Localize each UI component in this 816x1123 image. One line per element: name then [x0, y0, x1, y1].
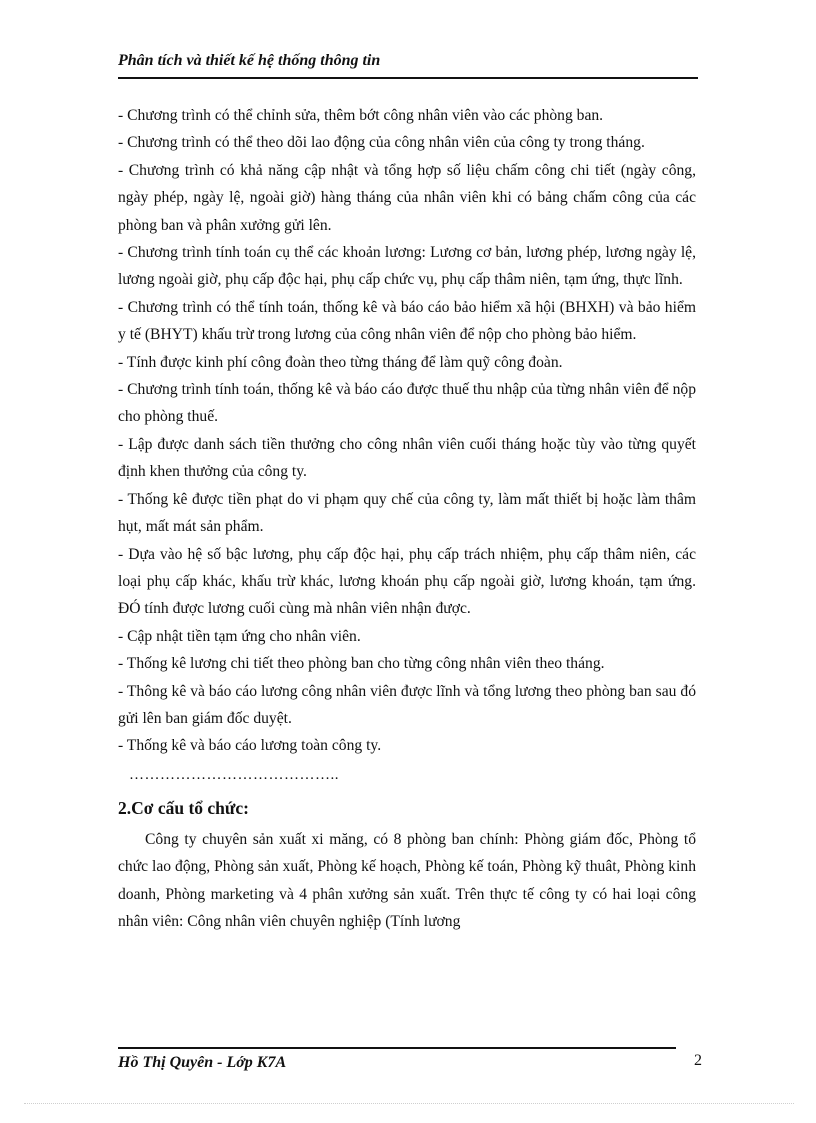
header-rule	[118, 77, 698, 79]
feature-item: - Tính được kinh phí công đoàn theo từng tháng để làm quỹ công đoàn.	[118, 353, 563, 371]
feature-item: - Chương trình có khả năng cập nhật và tổng hợp số liệu chấm công chi tiết (ngày công, ngày phép, ngày lệ, ngoài giờ) hàng tháng của nhân viên khi có bảng chấm công của các phòng ban và phân xưởng gửi lên.	[118, 161, 696, 234]
ellipsis-line: …………………………………..	[129, 766, 339, 783]
feature-item: - Chương trình có thể theo dõi lao động của công nhân viên của công ty trong tháng.	[118, 134, 645, 152]
feature-item: - Cập nhật tiền tạm ứng cho nhân viên.	[118, 627, 361, 645]
page-edge-divider	[24, 1103, 794, 1104]
page-content	[118, 102, 696, 935]
page-number: 2	[694, 1052, 702, 1069]
feature-item: - Chương trình tính toán, thống kê và báo cáo được thuế thu nhập của từng nhân viên để nộp cho phòng thuế.	[118, 381, 696, 426]
section-heading: 2.Cơ cấu tổ chức:	[118, 797, 250, 818]
footer-rule	[118, 1047, 676, 1049]
feature-item: - Thông kê và báo cáo lương công nhân viên được lĩnh và tổng lương theo phòng ban sau đó gửi lên ban giám đốc duyệt.	[118, 682, 696, 727]
section-body: Công ty chuyên sản xuất xi măng, có 8 phòng ban chính: Phòng giám đốc, Phòng tổ chức lao động, Phòng sản xuất, Phòng kế hoạch, Phòng kế toán, Phòng kỹ thuât, Phòng kinh doanh, Phòng marketing và 4 phân xưởng sản xuất. Trên thực tế công ty có hai loại công nhân viên: Công nhân viên chuyên nghiệp (Tính lương	[118, 830, 696, 930]
feature-item: - Chương trình tính toán cụ thể các khoản lương: Lương cơ bản, lương phép, lương ngày lệ, lương ngoài giờ, phụ cấp độc hại, phụ cấp chức vụ, phụ cấp thâm niên, tạm ứng, thực lĩnh.	[118, 244, 696, 289]
feature-item: - Thống kê và báo cáo lương toàn công ty.	[118, 737, 382, 755]
feature-item: - Lập được danh sách tiền thưởng cho công nhân viên cuối tháng hoặc tùy vào từng quyết định khen thưởng của công ty.	[118, 435, 696, 481]
feature-item: - Thống kê được tiền phạt do vi phạm quy chế của công ty, làm mất thiết bị hoặc làm thâm hụt, mất mát sản phẩm.	[118, 490, 696, 536]
feature-item: - Dựa vào hệ số bậc lương, phụ cấp độc hại, phụ cấp trách nhiệm, phụ cấp thâm niên, các loại phụ cấp khác, khấu trừ khác, lương khoán phụ cấp ngoài giờ, lương khoán, tạm ứng. ĐÓ tính được lương cuối cùng mà nhân viên nhận được.	[118, 545, 696, 618]
page-header-title: Phân tích và thiết kế hệ thống thông tin	[118, 52, 381, 69]
feature-item: - Thống kê lương chi tiết theo phòng ban cho từng công nhân viên theo tháng.	[118, 655, 605, 673]
feature-item: - Chương trình có thể chỉnh sửa, thêm bớt công nhân viên vào các phòng ban.	[118, 107, 604, 124]
feature-item: - Chương trình có thể tính toán, thống kê và báo cáo bảo hiểm xã hội (BHXH) và bảo hiểm y tế (BHYT) khấu trừ trong lương của công nhân viên để nộp cho phòng bảo hiểm.	[118, 298, 696, 344]
footer-author: Hồ Thị Quyên - Lớp K7A	[118, 1054, 287, 1071]
